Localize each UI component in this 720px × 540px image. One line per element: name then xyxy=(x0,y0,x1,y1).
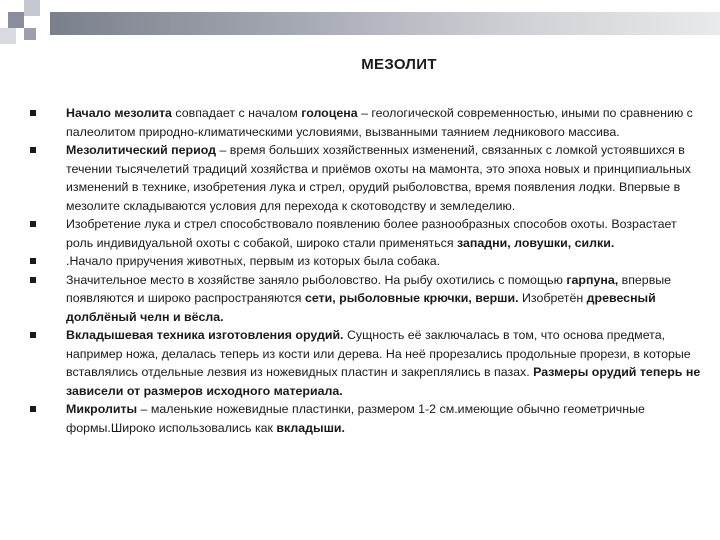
deco-square-mid xyxy=(24,28,36,40)
list-item-text xyxy=(66,271,702,327)
deco-square-light xyxy=(24,0,40,16)
deco-square-dark xyxy=(8,12,24,28)
list-item xyxy=(30,141,702,215)
list-item-text xyxy=(66,326,702,400)
bold-text: вкладыши. xyxy=(276,420,345,435)
slide-title: МЕЗОЛИТ xyxy=(361,56,437,73)
square-bullet-icon xyxy=(30,406,36,412)
body-text: Сущность её заключалась в том, что основа предмета, например ножа, делалась теперь из кости или дерева. На неё прорезались продольные прорези, в которые вставлялись отдельные лезвия из ножевидных пластин и закреплялись в пазах. xyxy=(66,328,691,379)
header-gradient-bar xyxy=(50,12,720,35)
list-item-text xyxy=(66,215,702,252)
body-text: – время больших хозяйственных изменений, связанных с ломкой устоявшихся в течении тысячелетий традиций хозяйства и приёмов охоты на мамонта, это эпоха новых и принципиальных изменений в технике, изобретения лука и стрел, орудий рыболовства, время появления лодки. Впервые в мезолите складываются условия для перехода к скотоводству и земледелию. xyxy=(66,143,691,213)
bold-text: западни, ловушки, силки. xyxy=(457,235,615,250)
bold-text: Микролиты xyxy=(66,402,138,416)
list-item xyxy=(30,400,702,437)
body-text: Значительное место в хозяйстве заняло рыболовство. На рыбу охотились с помощью xyxy=(66,272,567,287)
body-text: впервые появляются и широко распространяются xyxy=(66,272,672,305)
square-bullet-icon xyxy=(30,258,36,264)
square-bullet-icon xyxy=(30,110,36,116)
bold-text: Размеры орудий теперь не зависели от размеров исходного материала. xyxy=(66,365,701,398)
body-text: Изобретён xyxy=(518,291,587,305)
bold-text: древесный долблёный челн и вёсла. xyxy=(66,291,656,324)
list-item-text xyxy=(66,400,702,437)
list-item xyxy=(30,252,702,271)
body-text: совпадает с началом xyxy=(171,106,302,120)
bold-text: Мезолитический период xyxy=(66,143,217,157)
square-bullet-icon xyxy=(30,221,36,227)
square-bullet-icon xyxy=(30,147,36,153)
list-item xyxy=(30,271,702,327)
bold-text: голоцена xyxy=(301,106,358,120)
body-text: – геологической современностью, иными по сравнению с палеолитом природно-климатическими условиями, вызванными таянием ледникового массива. xyxy=(66,106,693,139)
bold-text: Начало мезолита xyxy=(66,106,172,120)
list-item xyxy=(30,215,702,252)
list-item-text xyxy=(66,252,702,271)
bold-text: сети, рыболовные крючки, верши. xyxy=(304,291,519,305)
bold-text: Вкладышевая техника изготовления орудий. xyxy=(66,328,344,342)
list-item xyxy=(30,326,702,400)
body-text: .Начало приручения животных, первым из которых была собака. xyxy=(66,254,441,268)
list-item xyxy=(30,104,702,141)
list-item-text xyxy=(66,104,702,141)
bold-text: гарпуна, xyxy=(566,272,619,287)
bullet-list xyxy=(30,104,702,437)
square-bullet-icon xyxy=(30,277,36,283)
list-item-text xyxy=(66,141,702,215)
deco-square-light xyxy=(0,28,16,44)
body-text: – маленькие ножевидные пластинки, размером 1-2 см.имеющие обычно геометричные формы.Широко использовались как xyxy=(66,402,645,435)
body-text: Изобретение лука и стрел способствовало появлению более разнообразных способов охоты. Возрастает роль индивидуальной охоты с собакой, широко стали применяться xyxy=(66,217,677,250)
square-bullet-icon xyxy=(30,332,36,338)
